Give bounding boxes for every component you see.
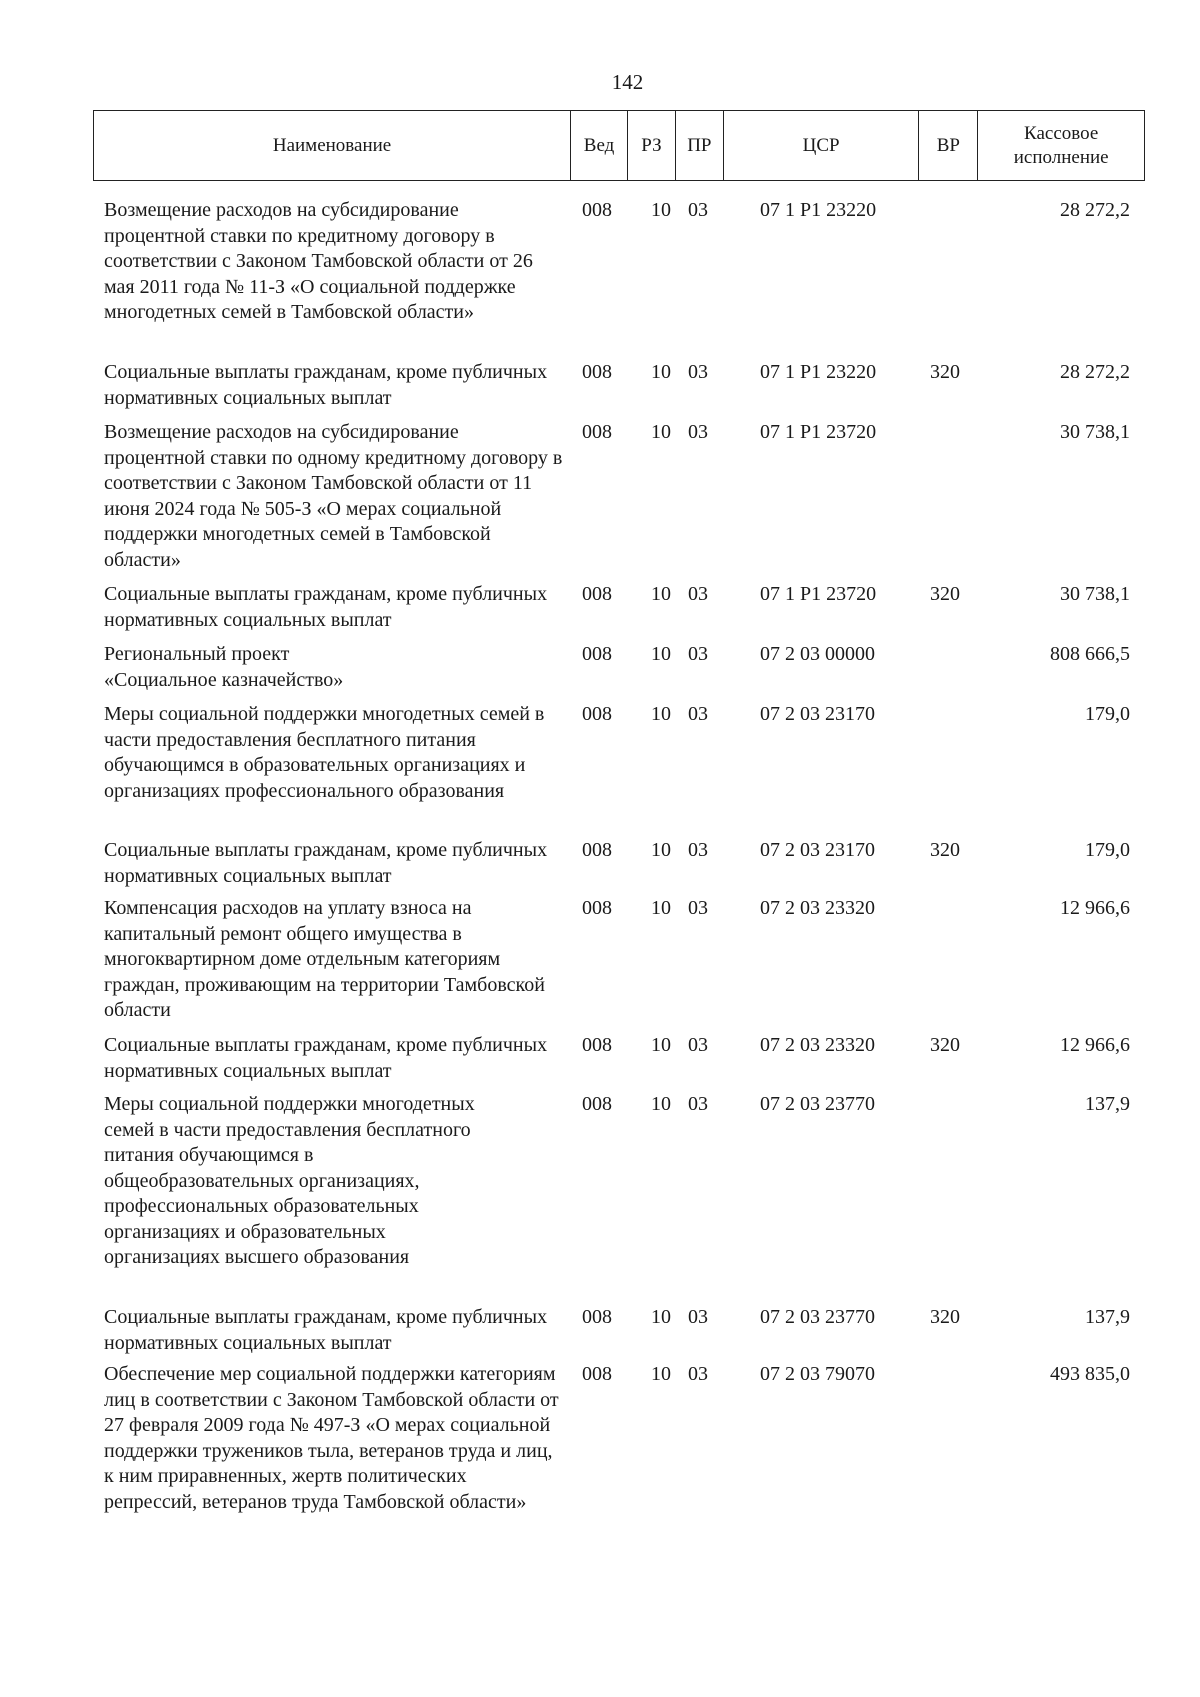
- row-vr: 320: [930, 583, 960, 605]
- row-csr: 07 1 P1 23220: [760, 199, 877, 221]
- table-header: [93, 110, 1145, 181]
- row-amount: 30 738,1: [1060, 421, 1130, 443]
- row-amount: 28 272,2: [1060, 361, 1130, 383]
- row-pr: 03: [688, 643, 708, 665]
- header-vr: ВР: [919, 111, 978, 180]
- row-amount: 28 272,2: [1060, 199, 1130, 221]
- row-amount: 30 738,1: [1060, 583, 1130, 605]
- row-ved: 008: [582, 897, 612, 919]
- row-amount: 179,0: [1085, 839, 1130, 861]
- row-name: Обеспечение мер социальной поддержки категориям лиц в соответствии с Законом Тамбовской области от 27 февраля 2009 года № 497-З «О мерах социальной поддержки тружеников тыла, ветеранов труда и лиц, к ним приравненных, жертв политических репрессий, ветеранов труда Тамбовской области»: [104, 1363, 559, 1513]
- row-ved: 008: [582, 1363, 612, 1385]
- row-name: Меры социальной поддержки многодетных семей в части предоставления бесплатного питания обучающимся в общеобразовательных организациях, профессиональных образовательных организациях и образовательных организациях высшего образования: [104, 1093, 475, 1268]
- row-name: Социальные выплаты гражданам, кроме публичных нормативных социальных выплат: [104, 1034, 548, 1082]
- row-rz: 10: [651, 361, 671, 383]
- row-name: Возмещение расходов на субсидирование процентной ставки по одному кредитному договору в соответствии с Законом Тамбовской области от 11 июня 2024 года № 505-З «О мерах социальной поддержки многодетных семей в Тамбовской области»: [104, 421, 563, 571]
- row-pr: 03: [688, 1034, 708, 1056]
- row-csr: 07 1 P1 23720: [760, 421, 877, 443]
- row-amount: 808 666,5: [1050, 643, 1130, 665]
- row-rz: 10: [651, 1034, 671, 1056]
- row-name: Меры социальной поддержки многодетных семей в части предоставления бесплатного питания обучающимся в образовательных организациях и организациях профессионального образования: [104, 703, 545, 802]
- row-pr: 03: [688, 583, 708, 605]
- row-ved: 008: [582, 199, 612, 221]
- row-ved: 008: [582, 839, 612, 861]
- row-amount: 493 835,0: [1050, 1363, 1130, 1385]
- row-name: Социальные выплаты гражданам, кроме публичных нормативных социальных выплат: [104, 583, 548, 631]
- row-rz: 10: [651, 1306, 671, 1328]
- row-csr: 07 2 03 23170: [760, 839, 875, 861]
- row-ved: 008: [582, 703, 612, 725]
- row-pr: 03: [688, 839, 708, 861]
- row-pr: 03: [688, 361, 708, 383]
- row-pr: 03: [688, 1306, 708, 1328]
- header-amount-line2: исполнение: [1013, 146, 1109, 168]
- row-vr: 320: [930, 839, 960, 861]
- row-csr: 07 2 03 23170: [760, 703, 875, 725]
- row-rz: 10: [651, 1093, 671, 1115]
- row-csr: 07 2 03 23320: [760, 897, 875, 919]
- row-ved: 008: [582, 1306, 612, 1328]
- row-pr: 03: [688, 1093, 708, 1115]
- row-ved: 008: [582, 643, 612, 665]
- row-rz: 10: [651, 1363, 671, 1385]
- row-name: Региональный проект «Социальное казначейство»: [104, 643, 344, 691]
- row-name: Социальные выплаты гражданам, кроме публичных нормативных социальных выплат: [104, 839, 548, 887]
- row-vr: 320: [930, 1306, 960, 1328]
- row-rz: 10: [651, 897, 671, 919]
- row-vr: 320: [930, 361, 960, 383]
- row-amount: 179,0: [1085, 703, 1130, 725]
- row-amount: 137,9: [1085, 1306, 1130, 1328]
- row-ved: 008: [582, 1034, 612, 1056]
- row-csr: 07 2 03 23320: [760, 1034, 875, 1056]
- row-pr: 03: [688, 199, 708, 221]
- row-rz: 10: [651, 583, 671, 605]
- row-rz: 10: [651, 839, 671, 861]
- row-ved: 008: [582, 583, 612, 605]
- row-vr: 320: [930, 1034, 960, 1056]
- row-amount: 12 966,6: [1060, 897, 1130, 919]
- row-name: Компенсация расходов на уплату взноса на капитальный ремонт общего имущества в многоквартирном доме отдельным категориям граждан, проживающим на территории Тамбовской области: [104, 897, 545, 1021]
- row-csr: 07 2 03 23770: [760, 1093, 875, 1115]
- row-pr: 03: [688, 421, 708, 443]
- row-rz: 10: [651, 643, 671, 665]
- row-amount: 137,9: [1085, 1093, 1130, 1115]
- row-ved: 008: [582, 421, 612, 443]
- row-csr: 07 1 P1 23220: [760, 361, 877, 383]
- header-name: Наименование: [94, 111, 571, 180]
- row-name: Социальные выплаты гражданам, кроме публичных нормативных социальных выплат: [104, 1306, 548, 1354]
- header-amount: [978, 111, 1144, 180]
- row-pr: 03: [688, 703, 708, 725]
- header-ved: Вед: [571, 111, 628, 180]
- row-name: Возмещение расходов на субсидирование процентной ставки по кредитному договору в соответствии с Законом Тамбовской области от 26 мая 2011 года № 11-З «О социальной поддержке многодетных семей в Тамбовской области»: [104, 199, 533, 323]
- row-ved: 008: [582, 1093, 612, 1115]
- header-pr: ПР: [676, 111, 724, 180]
- row-rz: 10: [651, 421, 671, 443]
- row-csr: 07 2 03 00000: [760, 643, 875, 665]
- row-ved: 008: [582, 361, 612, 383]
- row-pr: 03: [688, 1363, 708, 1385]
- row-csr: 07 2 03 79070: [760, 1363, 875, 1385]
- header-csr: ЦСР: [724, 111, 920, 180]
- page-number: 142: [611, 70, 644, 94]
- header-amount-line1: Кассовое: [1024, 122, 1099, 144]
- row-rz: 10: [651, 199, 671, 221]
- row-name: Социальные выплаты гражданам, кроме публичных нормативных социальных выплат: [104, 361, 548, 409]
- row-csr: 07 1 P1 23720: [760, 583, 877, 605]
- row-amount: 12 966,6: [1060, 1034, 1130, 1056]
- row-csr: 07 2 03 23770: [760, 1306, 875, 1328]
- row-rz: 10: [651, 703, 671, 725]
- header-rz: РЗ: [628, 111, 676, 180]
- row-pr: 03: [688, 897, 708, 919]
